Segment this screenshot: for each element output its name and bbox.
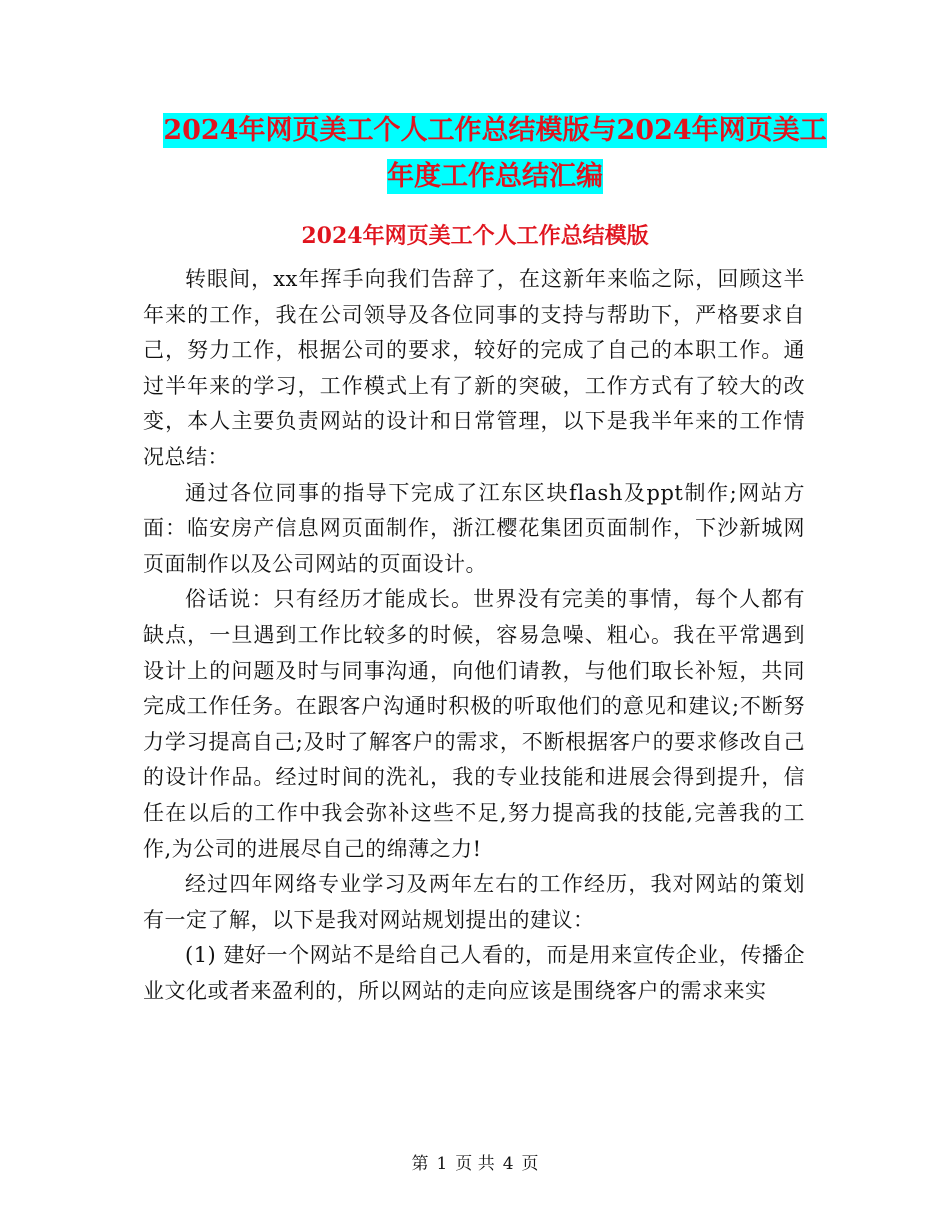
footer-middle: 页 共 — [455, 1154, 495, 1174]
document-title-line-1: 2024年网页美工个人工作总结模版与2024年网页美工 — [163, 115, 827, 146]
footer-prefix: 第 — [411, 1154, 429, 1174]
document-title — [140, 108, 850, 200]
document-title-line-2: 年度工作总结汇编 — [387, 161, 603, 192]
section-title: 2024年网页美工个人工作总结模版 — [301, 223, 649, 249]
page-footer — [0, 1152, 950, 1176]
paragraph: 通过各位同事的指导下完成了江东区块flash及ppt制作;网站方面：临安房产信息网页面制作，浙江樱花集团页面制作，下沙新城网页面制作以及公司网站的页面设计。 — [143, 480, 805, 576]
total-pages: 4 — [502, 1154, 514, 1174]
paragraph: 转眼间，xx年挥手向我们告辞了，在这新年来临之际，回顾这半年来的工作，我在公司领导及各位同事的支持与帮助下，严格要求自己，努力工作，根据公司的要求，较好的完成了自己的本职工作。通过半年来的学习，工作模式上有了新的突破，工作方式有了较大的改变，本人主要负责网站的设计和日常管理，以下是我半年来的工作情况总结： — [143, 267, 805, 469]
paragraph: 俗话说：只有经历才能成长。世界没有完美的事情，每个人都有缺点，一旦遇到工作比较多的时候，容易急噪、粗心。我在平常遇到设计上的问题及时与同事沟通，向他们请教，与他们取长补短，共同完成工作任务。在跟客户沟通时积极的听取他们的意见和建议;不断努力学习提高自己;及时了解客户的需求，不断根据客户的要求修改自己的设计作品。经过时间的洗礼，我的专业技能和进展会得到提升，信任在以后的工作中我会弥补这些不足,努力提高我的技能,完善我的工作,为公司的进展尽自己的绵薄之力! — [143, 587, 805, 861]
paragraph: 经过四年网络专业学习及两年左右的工作经历，我对网站的策划有一定了解，以下是我对网站规划提出的建议： — [143, 872, 805, 932]
document-body — [143, 262, 805, 1009]
current-page-number: 1 — [436, 1154, 448, 1174]
paragraph: (1) 建好一个网站不是给自己人看的，而是用来宣传企业，传播企业文化或者来盈利的，所以网站的走向应该是围绕客户的需求来实 — [143, 943, 805, 1003]
footer-suffix: 页 — [521, 1154, 539, 1174]
